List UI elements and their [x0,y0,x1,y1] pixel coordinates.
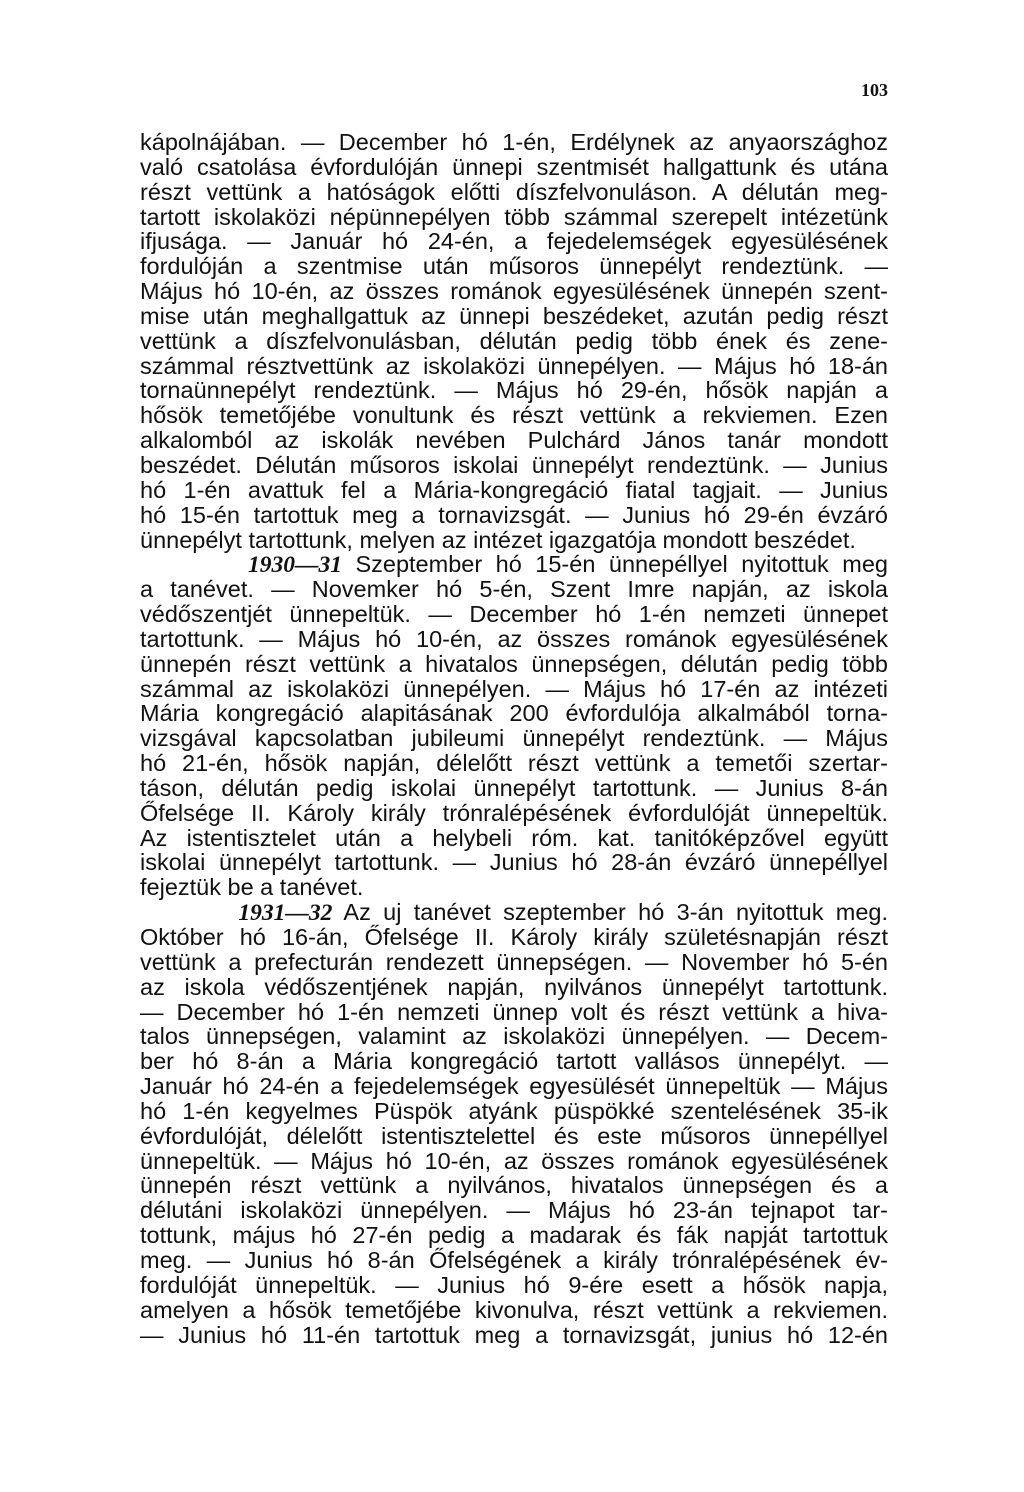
section-first-line-text: Az uj tanévet szeptember hó 3-án nyitottuk meg. [343,899,889,926]
text-line: évfordulóját, délelőtt istentisztelettel és este műsoros ünnepéllyel [140,1122,888,1149]
year-label: 1931—32 [238,900,333,927]
text-line: a tanévet. — Novemker hó 5-én, Szent Imre napján, az iskola [140,576,888,603]
text-line: kápolnájában. — December hó 1-én, Erdélynek az anyaországhoz [140,129,888,155]
text-line: Október hó 16-án, Őfelsége II. Károly király születésnapján részt [140,924,888,950]
section-first-line [140,552,888,577]
text-line: Mária kongregáció alapitásának 200 évfordulója alkalmából torna- [140,700,888,727]
text-line: ber hó 8-án a Mária kongregáció tartott vallásos ünnepélyt. — [140,1048,888,1075]
text-line: vizsgával kapcsolatban jubileumi ünnepélyt rendeztünk. — Május [140,725,888,752]
text-line: táson, délután pedig iskolai ünnepélyt tartottunk. — Junius 8-án [140,774,888,801]
text-line: mise után meghallgattuk az ünnepi beszédeket, azután pedig részt [140,302,888,329]
text-line: alkalomból az iskolák nevében Pulchárd János tanár mondott [140,427,888,454]
text-line: ünnepén részt vettünk a nyilvános, hivatalos ünnepségen és a [140,1172,888,1199]
text-line: tartottunk. — Május hó 10-én, az összes románok egyesülésének [140,625,888,652]
text-line: ünnepélyt tartottunk, melyen az intézet igazgatója mondott beszédet. [140,526,856,553]
text-line: hó 15-én tartottuk meg a tornavizsgát. — Junius hó 29-én évzáró [140,501,888,528]
text-line: ünnepeltük. — Május hó 10-én, az összes románok egyesülésének [140,1147,888,1174]
text-line: részt vettünk a hatóságok előtti díszfelvonuláson. A délután meg- [140,178,888,205]
text-line: fordulóját ünnepeltük. — Junius hó 9-ére esett a hősök napja, [140,1271,888,1298]
text-line: hó 1-én avattuk fel a Mária-kongregáció fiatal tagjait. — Junius [140,476,888,503]
page-number: 103 [861,80,888,100]
text-line: fordulóján a szentmise után műsoros ünnepélyt rendeztünk. — [140,253,888,280]
year-label: 1930—31 [247,552,342,579]
text-line: számmal résztvettünk az iskolaközi ünnepélyen. — Május hó 18-án [140,352,888,379]
text-line: tornaünnepélyt rendeztünk. — Május hó 29-én, hősök napján a [140,377,888,404]
text-line: — Junius hó 11-én tartottuk meg a tornavizsgát, junius hó 12-én [140,1321,888,1348]
text-line: tartott iskolaközi népünnepélyen több számmal szerepelt intézetünk [140,203,888,230]
text-line: vettünk a prefecturán rendezett ünnepségen. — November hó 5-én [140,948,888,975]
text-line: Január hó 24-én a fejedelemségek egyesülését ünnepeltük — Május [140,1073,888,1100]
text-line: hó 1-én kegyelmes Püspök atyánk püspökké szentelésének 35-ik [140,1097,888,1124]
text-line: Az istentisztelet után a helybeli róm. kat. tanitóképzővel együtt [140,824,888,851]
text-line: való csatolása évfordulóján ünnepi szentmisét hallgattunk és utána [140,153,888,180]
text-line: meg. — Junius hó 8-án Őfelségének a király trónralépésének év- [140,1246,888,1273]
text-line: vettünk a díszfelvonulásban, délután pedig több ének és zene- [140,327,888,354]
text-line: ünnepén részt vettünk a hivatalos ünnepségen, délután pedig több [140,650,888,677]
section-first-line-text: Szeptember hó 15-én ünnepéllyel nyitottuk meg [355,551,888,578]
text-line: beszédet. Délután műsoros iskolai ünnepélyt rendeztünk. — Junius [140,451,888,478]
text-line: — December hó 1-én nemzeti ünnep volt és részt vettünk a hiva- [140,998,888,1025]
text-line: Május hó 10-én, az összes románok egyesülésének ünnepén szent- [140,278,888,305]
text-line: az iskola védőszentjének napján, nyilvános ünnepélyt tartottunk. [140,973,888,1000]
text-line: ifjusága. — Január hó 24-én, a fejedelemségek egyesülésének [140,228,888,255]
text-line: amelyen a hősök temetőjébe kivonulva, részt vettünk a rekviemen. [140,1296,888,1323]
text-line: délutáni iskolaközi ünnepélyen. — Május hó 23-án tejnapot tar- [140,1197,888,1224]
text-line: fejeztük be a tanévet. [140,874,364,901]
text-line: védőszentjét ünnepeltük. — December hó 1-én nemzeti ünnepet [140,601,888,628]
text-line: hősök temetőjébe vonultunk és részt vettünk a rekviemen. Ezen [140,402,888,429]
text-line: talos ünnepségen, valamint az iskolaközi ünnepélyen. — Decem- [140,1023,888,1050]
text-line: számmal az iskolaközi ünnepélyen. — Május hó 17-én az intézeti [140,675,888,702]
text-line: hó 21-én, hősök napján, délelőtt részt vettünk a temetői szertar- [140,750,888,777]
text-line: Őfelsége II. Károly király trónralépésének évfordulóját ünnepeltük. [140,799,888,826]
body-text [140,130,888,1347]
section-first-line [140,900,888,925]
text-line: iskolai ünnepélyt tartottunk. — Junius hó 28-án évzáró ünnepéllyel [140,849,888,876]
text-line: tottunk, május hó 27-én pedig a madarak és fák napját tartottuk [140,1222,888,1249]
